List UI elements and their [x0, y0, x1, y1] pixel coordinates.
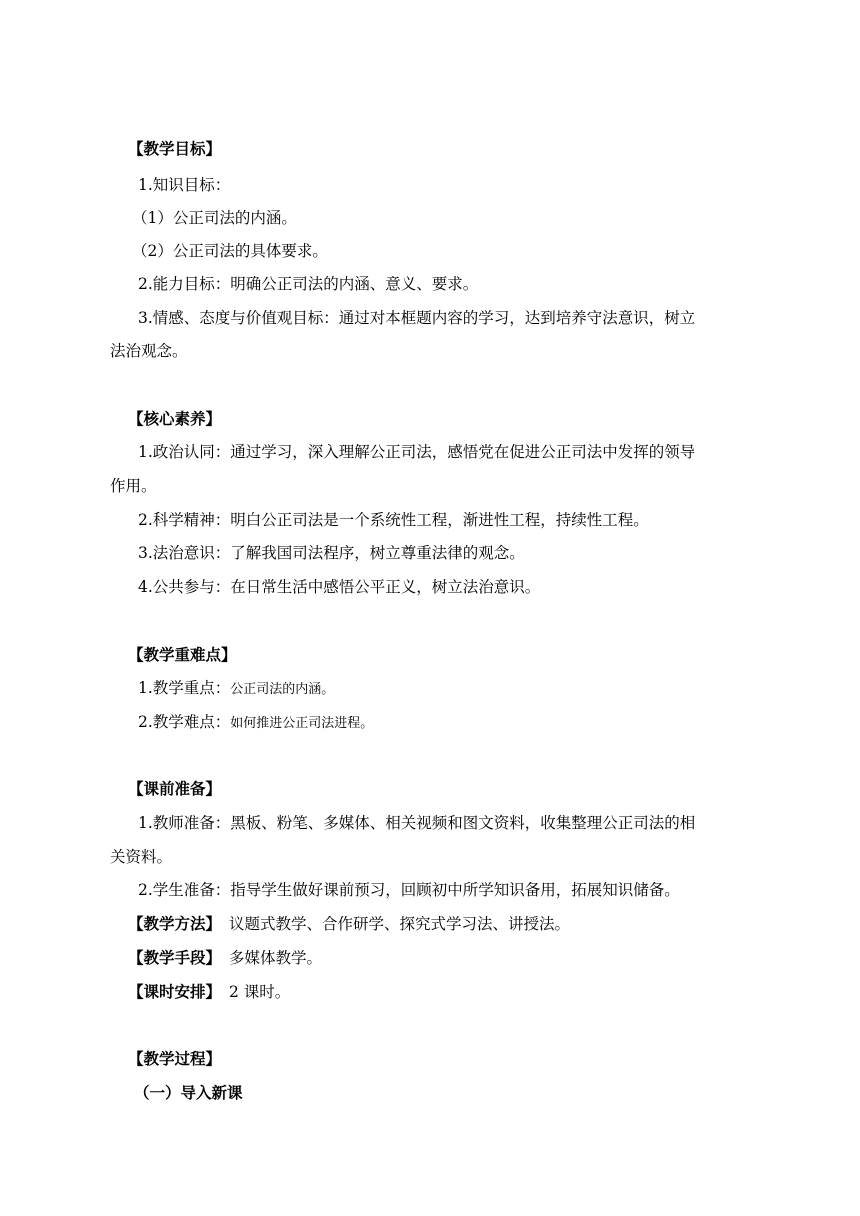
preparation-heading: 【课前准备】 [128, 780, 222, 798]
core-literacy-heading: 【核心素养】 [128, 410, 222, 428]
objectives-heading: 【教学目标】 [128, 140, 222, 158]
teaching-process-heading: 【教学过程】 [128, 1050, 222, 1068]
teaching-key-point [138, 678, 798, 700]
teacher-preparation-line-1: 1.教师准备：黑板、粉笔、多媒体、相关视频和图文资料，收集整理公正司法的相 [138, 814, 696, 832]
key-points-heading: 【教学重难点】 [128, 646, 237, 664]
class-schedule-value: 2 课时。 [229, 983, 291, 1001]
rule-of-law-awareness: 3.法治意识：了解我国司法程序，树立尊重法律的观念。 [138, 544, 525, 562]
political-identity-line-1: 1.政治认同：通过学习，深入理解公正司法，感悟党在促进公正司法中发挥的领导 [138, 443, 696, 461]
emotion-objective-line-1: 3.情感、态度与价值观目标：通过对本框题内容的学习，达到培养守法意识，树立 [138, 309, 696, 327]
teaching-difficult-point-label: 2.教学难点： [138, 713, 231, 731]
ability-objective: 2.能力目标：明确公正司法的内涵、意义、要求。 [138, 275, 479, 293]
class-schedule [128, 982, 788, 1002]
student-preparation: 2.学生准备：指导学生做好课前预习，回顾初中所学知识备用，拓展知识储备。 [138, 881, 680, 899]
teaching-difficult-point-value: 如何推进公正司法进程。 [230, 716, 374, 731]
political-identity-line-2: 作用。 [110, 477, 157, 495]
emotion-objective-line-2: 法治观念。 [110, 342, 188, 360]
teaching-difficult-point [138, 712, 798, 734]
class-schedule-label: 【课时安排】 [128, 983, 222, 1001]
lead-in-subheading: （一）导入新课 [134, 1084, 243, 1102]
teaching-method [128, 914, 788, 934]
knowledge-objective-item-1: （1）公正司法的内涵。 [132, 209, 297, 227]
teaching-means-value: 多媒体教学。 [229, 949, 323, 967]
teacher-preparation-line-2: 关资料。 [110, 848, 173, 866]
knowledge-objective-item-2: （2）公正司法的具体要求。 [132, 242, 328, 260]
scientific-spirit: 2.科学精神：明白公正司法是一个系统性工程，渐进性工程，持续性工程。 [138, 511, 649, 529]
teaching-method-label: 【教学方法】 [128, 915, 222, 933]
public-participation: 4.公共参与：在日常生活中感悟公平正义，树立法治意识。 [138, 578, 541, 596]
teaching-means [128, 948, 788, 968]
teaching-key-point-value: 公正司法的内涵。 [230, 682, 335, 697]
teaching-means-label: 【教学手段】 [128, 949, 222, 967]
teaching-method-value: 议题式教学、合作研学、探究式学习法、讲授法。 [229, 915, 571, 933]
teaching-key-point-label: 1.教学重点： [138, 679, 231, 697]
knowledge-objective-title: 1.知识目标： [138, 176, 231, 194]
